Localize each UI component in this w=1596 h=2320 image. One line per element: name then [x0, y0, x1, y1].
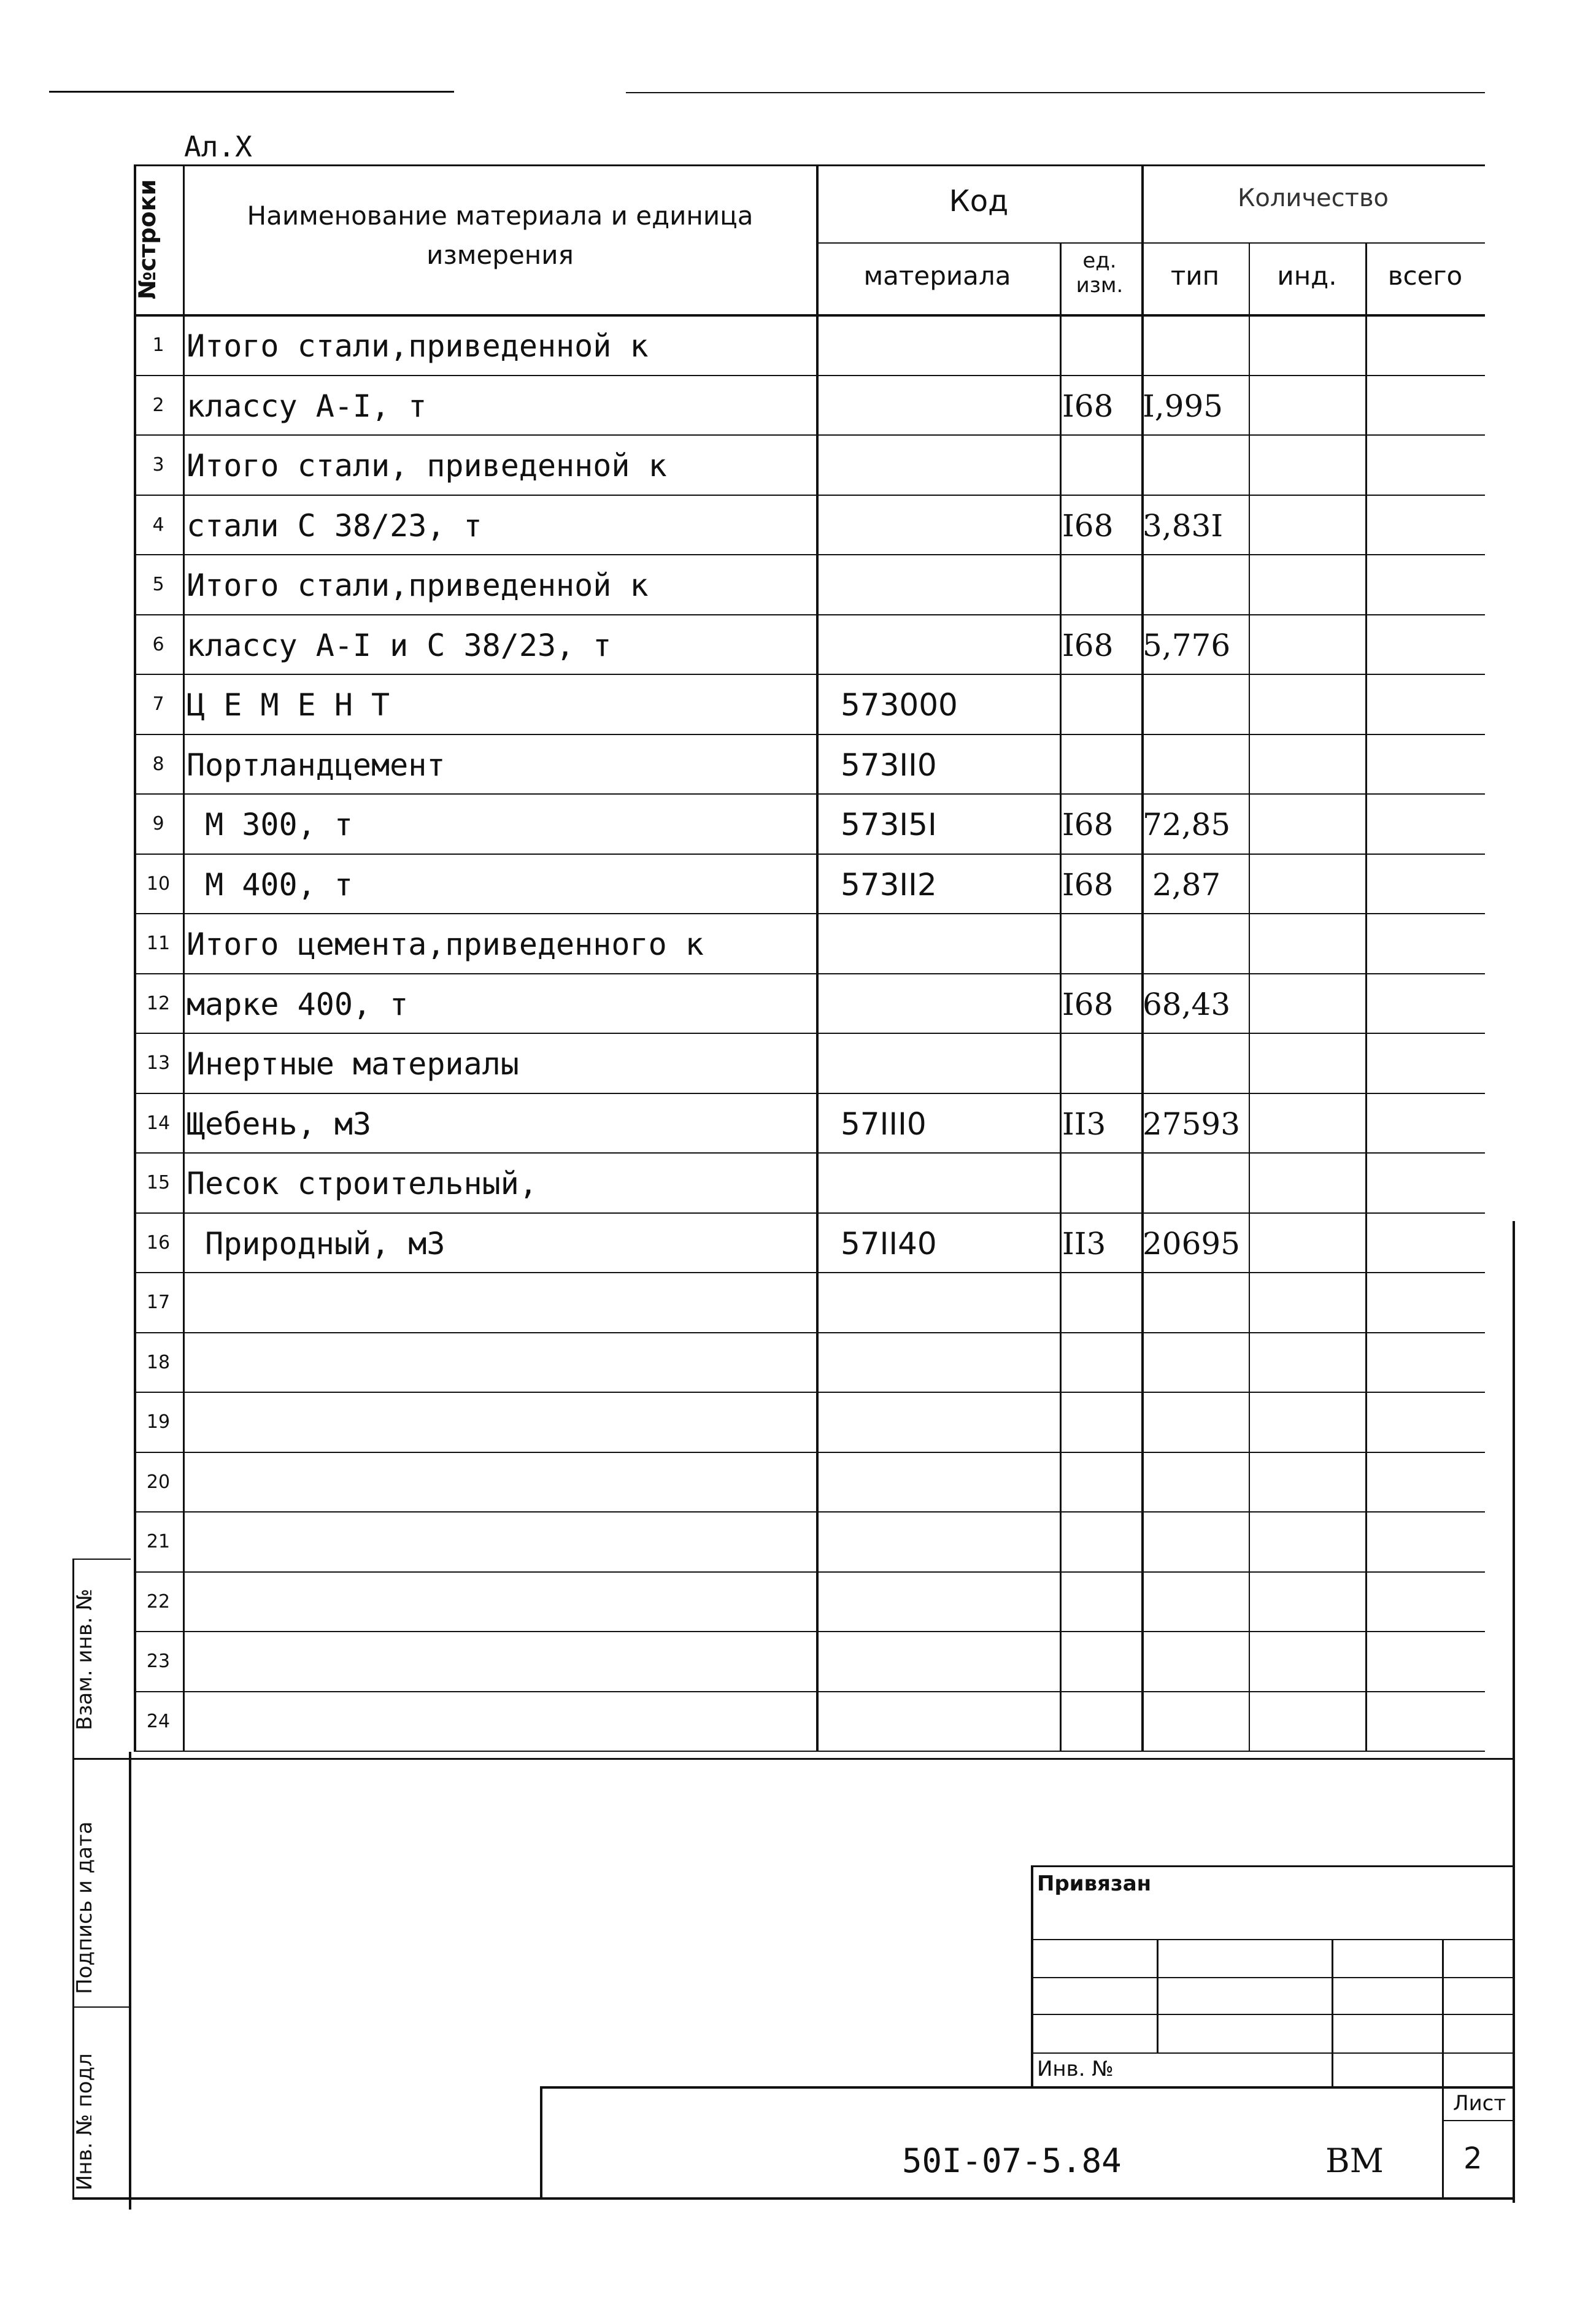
row-unit: I68 [1062, 388, 1114, 424]
header-code-group: Код [949, 184, 1009, 218]
header-ind: инд. [1277, 261, 1337, 291]
row-code: 57III0 [841, 1106, 927, 1142]
row-name: марке 400, т [187, 986, 409, 1022]
row-number: 13 [146, 1052, 171, 1074]
row-name: Итого стали,приведенной к [187, 328, 649, 364]
row-name: Итого цемента,приведенного к [187, 927, 704, 962]
row-number: 18 [146, 1351, 171, 1373]
stamp-rule-1 [1031, 1939, 1513, 1940]
header-subdivider [816, 242, 1485, 244]
header-bottom-border [134, 314, 1485, 317]
stamp-inv-no: Инв. № [1037, 2057, 1114, 2081]
row-name: классу А-I, т [187, 388, 427, 424]
row-number: 23 [146, 1651, 171, 1672]
row-divider [134, 1631, 1485, 1632]
row-divider [134, 1152, 1485, 1154]
row-number: 12 [146, 992, 171, 1014]
row-unit: I68 [1062, 866, 1114, 903]
row-code: 573000 [841, 687, 958, 723]
stamp-rule-4 [1031, 2052, 1513, 2054]
row-name: Итого стали, приведенной к [187, 448, 667, 484]
header-type: тип [1170, 261, 1220, 291]
row-divider [134, 854, 1485, 855]
row-number: 24 [146, 1710, 171, 1732]
stamp-top-line [72, 1758, 1514, 1760]
stamp-sheet-no: 2 [1463, 2141, 1482, 2176]
header-material: материала [863, 261, 1011, 291]
side-label-inv-podl: Инв. № подл [72, 2053, 97, 2191]
row-number: 8 [152, 753, 164, 775]
stamp-privyazan-top [1031, 1865, 1513, 1867]
page-bottom-line [72, 2197, 1514, 2200]
header-unit: ед. изм. [1076, 249, 1124, 298]
row-code: 573II0 [841, 747, 937, 783]
stamp-vline-3 [1442, 1939, 1444, 2200]
row-divider [134, 1452, 1485, 1453]
stamp-rule-2 [1031, 1977, 1513, 1978]
row-name: Инертные материалы [187, 1046, 519, 1082]
row-type: I,995 [1143, 388, 1224, 424]
row-divider [134, 1691, 1485, 1692]
row-type: 2,87 [1143, 866, 1221, 903]
row-number: 21 [146, 1531, 171, 1552]
row-number: 11 [146, 933, 171, 954]
row-number: 4 [152, 514, 164, 536]
row-name: М 400, т [187, 866, 353, 903]
side-label-sign-date: Подпись и дата [72, 1821, 97, 1994]
row-divider [134, 1272, 1485, 1273]
row-code: 573II2 [841, 866, 937, 903]
vline-right-frame [1513, 1221, 1515, 2203]
row-type: 20695 [1143, 1225, 1241, 1262]
row-divider [134, 1392, 1485, 1393]
top-rule-right [626, 92, 1485, 93]
row-number: 1 [152, 334, 164, 356]
stamp-doc-code: 50I-07-5.84 [902, 2141, 1122, 2180]
table-top-border [134, 164, 1485, 166]
row-number: 22 [146, 1590, 171, 1613]
row-divider [134, 495, 1485, 496]
row-number: 19 [146, 1411, 171, 1433]
row-code: 573I5I [841, 807, 937, 842]
header-name [184, 196, 816, 275]
row-type: 68,43 [1143, 986, 1231, 1022]
row-type: 72,85 [1143, 807, 1231, 842]
row-type: 5,776 [1143, 627, 1231, 663]
side-rule-2 [72, 2006, 131, 2008]
list-rule [1442, 2120, 1513, 2121]
header-row-number: №строки [134, 179, 161, 299]
row-name: Ц Е М Е Н Т [187, 687, 390, 723]
row-divider [134, 913, 1485, 914]
stamp-rule-3 [1031, 2014, 1513, 2015]
vline-outer-left-lower [129, 1752, 131, 2210]
row-number: 5 [152, 574, 164, 595]
vline-left [134, 164, 136, 1752]
row-number: 14 [146, 1112, 171, 1134]
row-unit: II3 [1062, 1225, 1106, 1262]
row-number: 9 [152, 813, 164, 834]
vline-name [183, 164, 185, 1752]
side-label-inv-no: Взам. инв. № [72, 1589, 97, 1730]
row-name: Портландцемент [187, 747, 445, 783]
row-divider [134, 375, 1485, 376]
title-block-top [540, 2086, 1513, 2089]
stamp-list-label: Лист [1453, 2091, 1506, 2116]
stamp-privyazan: Привязан [1037, 1871, 1152, 1896]
row-divider [134, 1212, 1485, 1214]
title-block-left [540, 2086, 542, 2200]
side-rule-1 [72, 1559, 131, 1560]
row-divider [134, 1332, 1485, 1333]
row-unit: I68 [1062, 627, 1114, 663]
row-name: Природный, м3 [187, 1225, 445, 1262]
row-type: 27593 [1143, 1106, 1241, 1142]
row-unit: I68 [1062, 507, 1114, 544]
row-number: 17 [146, 1292, 171, 1313]
row-divider [134, 793, 1485, 795]
row-divider [134, 1033, 1485, 1034]
row-unit: II3 [1062, 1106, 1106, 1142]
row-name: Щебень, м3 [187, 1106, 372, 1142]
vline-ind [1249, 242, 1250, 1752]
header-qty-group: Количество [1237, 184, 1389, 212]
stamp-vline-1 [1157, 1939, 1158, 2052]
top-rule-left [49, 91, 454, 93]
row-type: 3,83I [1143, 507, 1224, 544]
row-divider [134, 1751, 1485, 1752]
row-divider [134, 614, 1485, 615]
row-divider [134, 1093, 1485, 1094]
row-number: 7 [152, 693, 164, 715]
row-divider [134, 434, 1485, 436]
row-number: 15 [146, 1172, 171, 1193]
vline-total [1365, 242, 1367, 1752]
stamp-doc-mark: ВМ [1325, 2141, 1384, 2180]
row-divider [134, 554, 1485, 555]
row-unit: I68 [1062, 986, 1114, 1022]
row-divider [134, 1571, 1485, 1573]
vline-unit [1060, 242, 1062, 1752]
row-name: Итого стали,приведенной к [187, 568, 649, 603]
header-name-text: Наименование материала и единица измерения [247, 201, 754, 270]
row-name: классу А-I и С 38/23, т [187, 627, 612, 663]
row-divider [134, 734, 1485, 735]
row-code: 57II40 [841, 1225, 937, 1262]
row-name: Песок строительный, [187, 1166, 538, 1201]
row-number: 3 [152, 454, 164, 476]
row-number: 2 [152, 394, 164, 416]
sheet-label: Ал.Х [184, 130, 252, 163]
row-number: 20 [146, 1471, 171, 1493]
row-number: 6 [152, 633, 164, 655]
row-divider [134, 674, 1485, 675]
stamp-vline-2 [1332, 1939, 1333, 2086]
row-number: 10 [146, 873, 171, 895]
header-total: всего [1387, 261, 1463, 291]
vline-code [816, 164, 819, 1752]
row-name: стали С 38/23, т [187, 507, 482, 544]
row-divider [134, 1511, 1485, 1513]
row-divider [134, 973, 1485, 974]
row-unit: I68 [1062, 807, 1114, 842]
row-number: 16 [146, 1231, 171, 1254]
row-name: М 300, т [187, 807, 353, 842]
